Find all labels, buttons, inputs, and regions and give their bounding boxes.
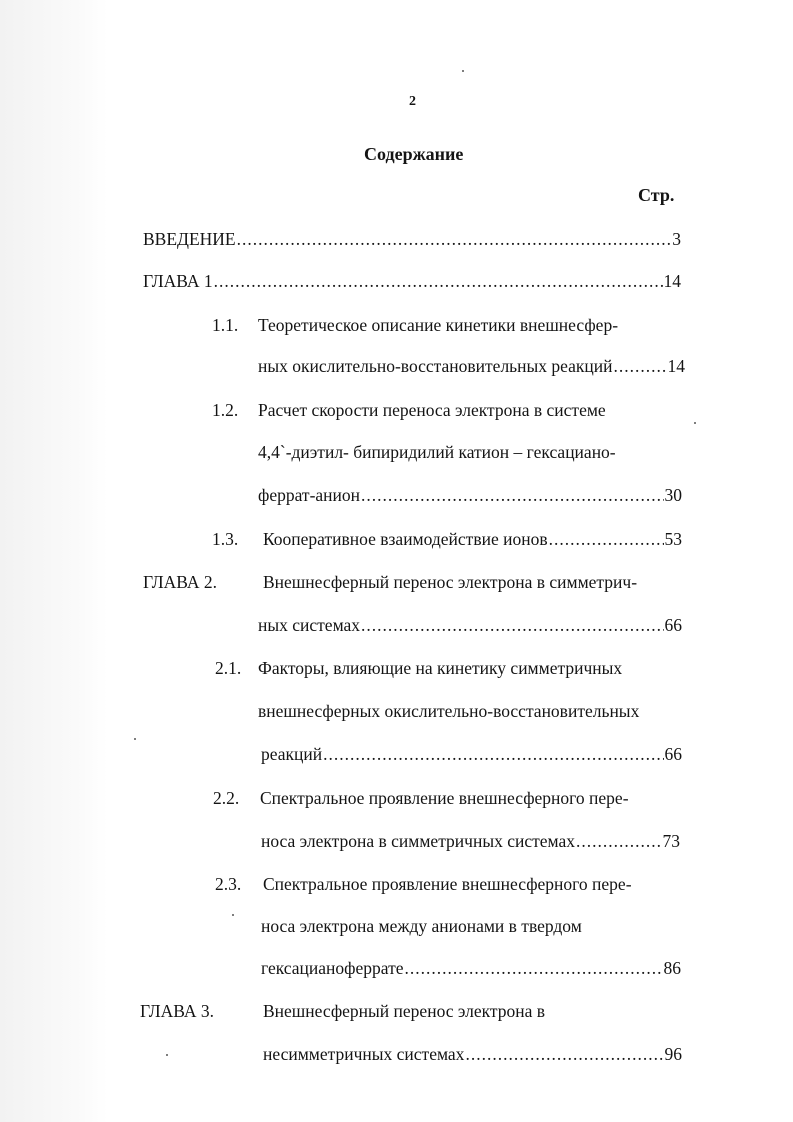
toc-entry-1-2-line-2[interactable]: 4,4`-диэтил- бипиридилий катион – гексациано- [258, 442, 616, 462]
scan-edge-shadow [0, 0, 108, 1122]
toc-page-number: 86 [663, 958, 681, 978]
toc-entry-text: ных окислительно-восстановительных реакций [258, 356, 613, 376]
dot-leader [614, 355, 667, 377]
page-column-label: Стр. [638, 185, 675, 205]
toc-entry-2-1-line-1[interactable]: Факторы, влияющие на кинетику симметричных [258, 658, 623, 678]
toc-entry-2-2-line-1[interactable]: Спектральное проявление внешнесферного пере- [260, 788, 629, 808]
toc-entry-text: ВВЕДЕНИЕ [143, 229, 236, 249]
page-number: 2 [409, 94, 416, 109]
scan-speck [134, 738, 136, 740]
toc-entry-chapter-2-last-line[interactable] [258, 614, 682, 636]
section-number-2-3: 2.3. [215, 874, 242, 894]
section-number-1-1: 1.1. [212, 315, 239, 335]
toc-entry-chapter-1[interactable] [143, 270, 681, 292]
toc-entry-1-1-line-1[interactable]: Теоретическое описание кинетики внешнесфер- [258, 315, 619, 335]
toc-page-number: 14 [667, 356, 685, 376]
dot-leader [361, 614, 663, 636]
chapter-label-3: ГЛАВА 3. [140, 1001, 215, 1021]
toc-entry-2-2-last-line[interactable] [261, 830, 680, 852]
page-title: Содержание [364, 144, 464, 164]
toc-page-number: 66 [664, 615, 682, 635]
scan-speck [462, 70, 464, 72]
section-number-2-1: 2.1. [215, 658, 242, 678]
toc-entry-text: носа электрона в симметричных системах [261, 831, 576, 851]
dot-leader [576, 830, 661, 852]
scan-speck [166, 1054, 168, 1056]
toc-entry-2-1-last-line[interactable] [261, 743, 682, 765]
scan-speck [232, 914, 234, 916]
dot-leader [465, 1043, 663, 1065]
dot-leader [404, 957, 662, 979]
dot-leader [361, 484, 663, 506]
toc-page-number: 73 [662, 831, 680, 851]
dot-leader [214, 270, 663, 292]
toc-entry-text: Кооперативное взаимодействие ионов [263, 529, 548, 549]
toc-page-number: 53 [664, 529, 682, 549]
toc-page-number: 3 [672, 229, 681, 249]
toc-entry-2-1-line-2[interactable]: внешнесферных окислительно-восстановительных [258, 701, 640, 721]
dot-leader [549, 528, 664, 550]
toc-entry-2-3-last-line[interactable] [261, 957, 681, 979]
toc-entry-chapter-3-line-1[interactable]: Внешнесферный перенос электрона в [263, 1001, 545, 1021]
toc-entry-chapter-3-last-line[interactable] [263, 1043, 682, 1065]
toc-entry-text: феррат-анион [258, 485, 361, 505]
dot-leader [237, 228, 672, 250]
toc-page-number: 14 [663, 271, 681, 291]
scan-speck [694, 422, 696, 424]
section-number-1-2: 1.2. [212, 400, 239, 420]
toc-entry-1-2-last-line[interactable] [258, 484, 682, 506]
toc-page-number: 66 [664, 744, 682, 764]
dot-leader [323, 743, 663, 765]
toc-entry-text: ных системах [258, 615, 361, 635]
chapter-label-2: ГЛАВА 2. [143, 572, 218, 592]
toc-entry-text: ГЛАВА 1 [143, 271, 213, 291]
section-number-1-3: 1.3. [212, 529, 239, 549]
toc-page-number: 96 [664, 1044, 682, 1064]
section-number-2-2: 2.2. [213, 788, 240, 808]
toc-entry-2-3-line-1[interactable]: Спектральное проявление внешнесферного пере- [263, 874, 632, 894]
toc-entry-1-2-line-1[interactable]: Расчет скорости переноса электрона в системе [258, 400, 606, 420]
toc-entry-intro[interactable] [143, 228, 681, 250]
toc-entry-1-1-last-line[interactable] [258, 355, 685, 377]
toc-entry-2-3-line-2[interactable]: носа электрона между анионами в твердом [261, 916, 582, 936]
toc-entry-text: реакций [261, 744, 323, 764]
toc-entry-1-3[interactable] [263, 528, 682, 550]
toc-entry-chapter-2-line-1[interactable]: Внешнесферный перенос электрона в симметрич- [263, 572, 638, 592]
toc-entry-text: гексацианоферрате [261, 958, 404, 978]
toc-entry-text: несимметричных системах [263, 1044, 465, 1064]
toc-page-number: 30 [664, 485, 682, 505]
